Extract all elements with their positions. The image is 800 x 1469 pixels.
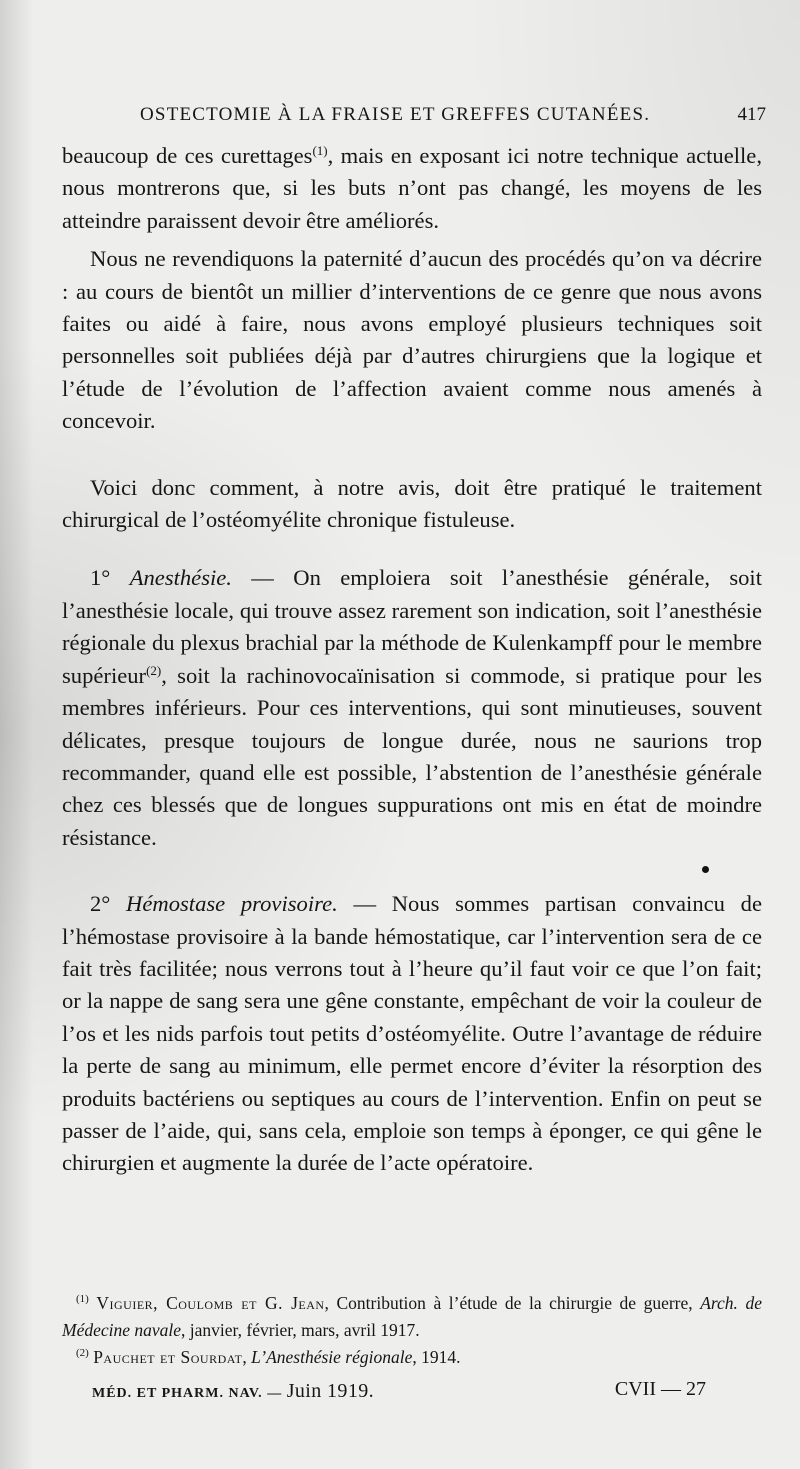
page-number: 417: [737, 104, 766, 125]
paragraph-intro-treatment: Voici donc comment, à notre avis, doit être pratiqué le traitement chirurgical de l’ostéomyélite chronique fistuleuse.: [62, 474, 762, 533]
paragraph-text: beaucoup de ces curettages: [62, 143, 313, 168]
section-anesthesia: [62, 562, 762, 854]
binding-shadow: [0, 0, 34, 1469]
ink-speck: [702, 866, 709, 873]
page-footer: [92, 1380, 706, 1410]
footnote-ref-1: (1): [312, 143, 328, 158]
footnotes: [62, 1290, 762, 1371]
footer-signature: CVII — 27: [614, 1378, 706, 1400]
footnote-text: ,: [242, 1347, 252, 1367]
body-text: [62, 140, 762, 1180]
footnote-title: L’Anesthésie régionale: [251, 1347, 413, 1367]
footnote-mark: (1): [76, 1293, 89, 1305]
running-title: OSTECTOMIE À LA FRAISE ET GREFFES CUTANÉES.: [140, 104, 651, 125]
page-header: [140, 104, 766, 134]
footnote-mark: (2): [76, 1347, 89, 1359]
footer-journal: [92, 1380, 374, 1403]
footnote-text: , Contribution à l’étude de la chirurgie de guerre,: [324, 1293, 701, 1313]
footnote-text: , janvier, février, mars, avril 1917.: [181, 1320, 420, 1340]
section-number: 2°: [90, 891, 111, 917]
footnote-1: [62, 1290, 762, 1344]
section-text: — Nous sommes partisan convaincu de l’hémostase provisoire à la bande hémostatique, car l’intervention sera de ce fait très facilitée; nous verrons tout à l’heure qu’il faut voir ce que l’on fait; or la nappe de sang sera une gêne constante, empêchant de voir la couleur de l’os et les nids parfois tout petits d’ostéomyélite. Outre l’avantage de réduire la perte de sang au minimum, elle permet encore d’éviter la résorption des produits bactériens ou septiques au cours de l’intervention. Enfin on peut se passer de l’aide, qui, sans cela, emploie son temps à éponger, ce qui gêne le chirurgien et augmente la durée de l’acte opératoire.: [62, 891, 762, 1176]
footnote-authors: Viguier, Coulomb et G. Jean: [96, 1293, 325, 1313]
paragraph-continuation: [62, 140, 762, 237]
footer-dash: —: [262, 1386, 287, 1401]
section-heading: Anesthésie.: [129, 565, 232, 591]
section-heading: Hémostase provisoire.: [126, 891, 338, 917]
section-text: — On emploiera soit l’anesthésie générale, soit l’anesthésie locale, qui trouve assez rarement son indication, soit l’anesthésie régionale du plexus brachial par la méthode de Kulenkampff pour le membre supérieur: [62, 565, 762, 688]
footnote-text: , 1914.: [412, 1347, 461, 1367]
footnote-2: [62, 1344, 762, 1371]
paragraph-procedures: Nous ne revendiquons la paternité d’aucun des procédés qu’on va décrire : au cours de bientôt un millier d’interventions de ce genre que nous avons faites ou aidé à faire, nous avons employé plusieurs techniques soit personnelles soit publiées déjà par d’autres chirurgiens que la logique et l’étude de l’évolution de l’affection avaient comme nous amenés à concevoir.: [62, 246, 762, 434]
paragraph-text: , mais en exposant ici notre technique actuelle, nous montrerons que, si les buts n’ont pas changé, les moyens de les atteindre paraissent devoir être améliorés.: [62, 143, 762, 233]
footnote-authors: Pauchet et Sourdat: [93, 1347, 243, 1367]
section-number: 1°: [90, 565, 111, 591]
footnote-journal: Arch. de Médecine navale: [62, 1293, 762, 1340]
section-hemostasis: [62, 888, 762, 1180]
section-text: , soit la rachinovocaïnisation si commode, si pratique pour les membres inférieurs. Pour ces interventions, qui sont minutieuses, souvent délicates, presque toujours de longue durée, nous ne saurions trop recommander, quand elle est possible, l’abstention de l’anesthésie générale chez ces blessés que de longues suppurations ont mis en état de moindre résistance.: [62, 662, 762, 850]
footer-date: Juin 1919.: [286, 1380, 375, 1402]
footer-journal-name: MÉD. ET PHARM. NAV.: [92, 1386, 263, 1401]
footnote-ref-2: (2): [146, 662, 162, 678]
